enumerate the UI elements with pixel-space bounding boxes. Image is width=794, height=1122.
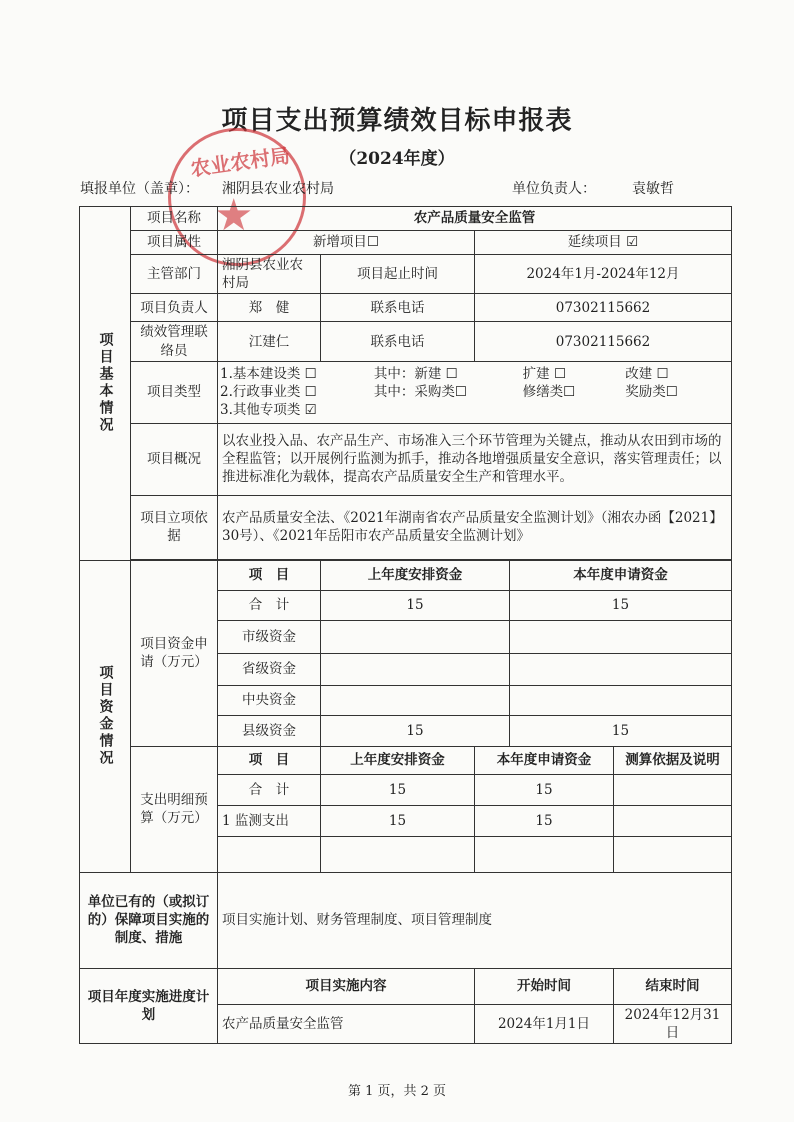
type-reward: 奖励类☐ xyxy=(625,384,678,401)
contact-phone: 07302115662 xyxy=(475,322,732,361)
manager-phone-label: 联系电话 xyxy=(321,294,475,322)
period-label: 项目起止时间 xyxy=(321,255,475,294)
type-new: 其中：新建 ☐ xyxy=(373,366,458,383)
detail-label: 支出明细预算（万元） xyxy=(131,746,218,872)
attr-new: 新增项目☐ xyxy=(218,231,475,255)
col-last-year: 上年度安排资金 xyxy=(321,560,510,590)
detail-row-last: 15 xyxy=(321,805,475,836)
fund-row-name: 合 计 xyxy=(218,590,321,620)
section-basic: 项目基本情况 xyxy=(80,207,131,561)
contact-label: 绩效管理联络员 xyxy=(131,322,218,361)
overview-label: 项目概况 xyxy=(131,423,218,495)
fund-row-this: 15 xyxy=(510,715,732,746)
plan-start: 2024年1月1日 xyxy=(475,1004,614,1043)
leader-value: 袁敏哲 xyxy=(632,181,674,197)
fund-row-last xyxy=(321,620,510,653)
unit-label: 填报单位（盖章）： xyxy=(80,181,199,197)
fund-row-this: 15 xyxy=(510,590,732,620)
manager-phone: 07302115662 xyxy=(475,294,732,322)
basis-label: 项目立项依据 xyxy=(131,495,218,559)
fund-row-this xyxy=(510,685,732,715)
overview-value: 以农业投入品、农产品生产、市场准入三个环节管理为关键点，推动从农田到市场的全程监管；以开展例行监测为抓手，推动各地增强质量安全意识，落实管理责任；以推进标准化为载体，提高农产品质量安全生产和管理水平。 xyxy=(218,423,732,495)
detail-row-this: 15 xyxy=(475,774,614,805)
fund-row-name: 县级资金 xyxy=(218,715,321,746)
basis-value: 农产品质量安全法、《2021年湖南省农产品质量安全监测计划》（湘农办函【2021】30号）、《2021年岳阳市农产品质量安全监测计划》 xyxy=(218,495,732,559)
seal-star-icon: ★ xyxy=(214,190,254,241)
type-administrative: 2.行政事业类 ☐ xyxy=(220,384,317,401)
detail-col-item: 项 目 xyxy=(218,746,321,774)
plan-end: 2024年12月31日 xyxy=(614,1004,732,1043)
page-year: （2024年度） xyxy=(339,149,455,169)
detail-col-last: 上年度安排资金 xyxy=(321,746,475,774)
plan-col-content: 项目实施内容 xyxy=(218,968,475,1004)
type-purchase: 其中：采购类☐ xyxy=(373,384,467,401)
type-other-special: 3.其他专项类 ☑ xyxy=(220,402,317,419)
fund-row-last xyxy=(321,653,510,685)
detail-row-name: 合 计 xyxy=(218,774,321,805)
manager-label: 项目负责人 xyxy=(131,294,218,322)
section-funds: 项目资金情况 xyxy=(80,560,131,872)
contact-value: 江建仁 xyxy=(218,322,321,361)
col-item: 项 目 xyxy=(218,560,321,590)
detail-row-this: 15 xyxy=(475,805,614,836)
contact-phone-label: 联系电话 xyxy=(321,322,475,361)
type-repair: 修缮类☐ xyxy=(522,384,576,401)
manager-value: 郑 健 xyxy=(218,294,321,322)
plan-content: 农产品质量安全监管 xyxy=(218,1004,475,1043)
fund-row-last: 15 xyxy=(321,715,510,746)
type-basic-construction: 1.基本建设类 ☐ xyxy=(220,366,317,383)
leader-label: 单位负责人： xyxy=(512,181,596,197)
detail-col-basis: 测算依据及说明 xyxy=(614,746,732,774)
fund-row-name: 中央资金 xyxy=(218,685,321,715)
detail-row-name: 1 监测支出 xyxy=(218,805,321,836)
detail-row-last: 15 xyxy=(321,774,475,805)
dept-value: 湘阴县农业农村局 xyxy=(218,255,321,294)
budget-form-table xyxy=(79,206,732,1044)
page-footer: 第 1 页，共 2 页 xyxy=(347,1084,447,1099)
name-value: 农产品质量安全监管 xyxy=(218,207,732,231)
attr-label: 项目属性 xyxy=(131,231,218,255)
attr-cont: 延续项目 ☑ xyxy=(475,231,732,255)
name-label: 项目名称 xyxy=(131,207,218,231)
plan-label: 项目年度实施进度计划 xyxy=(80,968,218,1043)
plan-col-start: 开始时间 xyxy=(475,968,614,1004)
fund-row-name: 市级资金 xyxy=(218,620,321,653)
type-rebuild: 改建 ☐ xyxy=(625,366,669,383)
detail-col-this: 本年度申请资金 xyxy=(475,746,614,774)
fund-row-this xyxy=(510,620,732,653)
dept-label: 主管部门 xyxy=(131,255,218,294)
period-value: 2024年1月-2024年12月 xyxy=(475,255,732,294)
detail-row-note xyxy=(614,774,732,805)
type-expand: 扩建 ☐ xyxy=(522,366,567,383)
unit-value: 湘阴县农业农村局 xyxy=(222,181,334,197)
plan-col-end: 结束时间 xyxy=(614,968,732,1004)
type-options xyxy=(218,361,732,423)
detail-row-note xyxy=(614,805,732,836)
system-value: 项目实施计划、财务管理制度、项目管理制度 xyxy=(218,872,732,968)
fund-row-name: 省级资金 xyxy=(218,653,321,685)
seal-text: 农业农村局 xyxy=(189,143,292,181)
page-title: 项目支出预算绩效目标申报表 xyxy=(221,106,573,136)
apply-label: 项目资金申请（万元） xyxy=(131,560,218,746)
type-label: 项目类型 xyxy=(131,361,218,423)
fund-row-last: 15 xyxy=(321,590,510,620)
fund-row-last xyxy=(321,685,510,715)
fund-row-this xyxy=(510,653,732,685)
system-label: 单位已有的（或拟订的）保障项目实施的制度、措施 xyxy=(80,872,218,968)
col-this-year: 本年度申请资金 xyxy=(510,560,732,590)
